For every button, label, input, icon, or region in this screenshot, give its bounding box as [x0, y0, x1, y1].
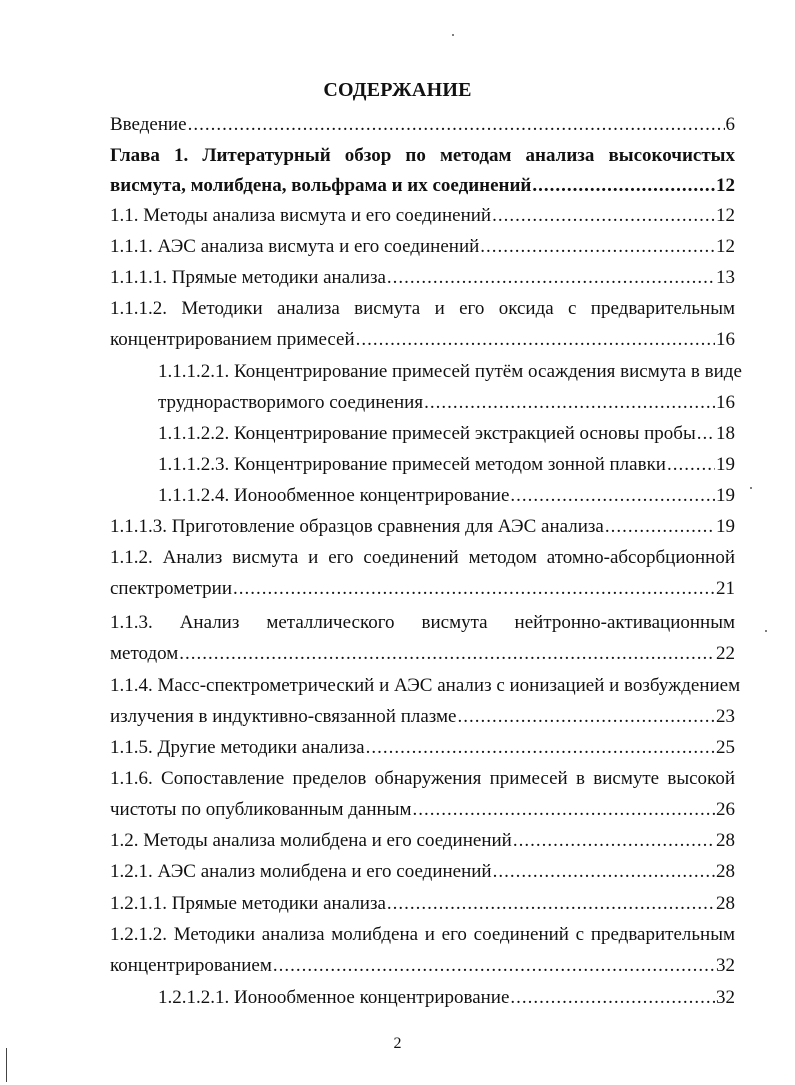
page-title: СОДЕРЖАНИЕ — [323, 79, 472, 101]
leader-dots — [493, 861, 715, 883]
toc-entry-page: 13 — [716, 267, 735, 288]
leader-dots — [510, 987, 715, 1009]
toc-entry-page: 25 — [716, 737, 735, 758]
leader-dots — [387, 893, 715, 915]
toc-entry-label: излучения в индуктивно-связанной плазме — [110, 706, 457, 727]
toc-entry-1-2-1-1[interactable] — [110, 893, 735, 915]
toc-entry-page: 28 — [716, 893, 735, 914]
toc-entry-label: чистоты по опубликованным данным — [110, 799, 412, 820]
toc-entry-page: 26 — [716, 799, 735, 820]
toc-entry-page: 22 — [716, 643, 735, 664]
toc-entry-label: 1.2.1.1. Прямые методики анализа — [110, 893, 386, 914]
leader-dots — [492, 205, 715, 227]
scan-speck — [452, 34, 454, 36]
scan-margin-mark — [6, 1048, 7, 1082]
toc-entry-introduction[interactable] — [110, 114, 735, 136]
toc-entry-page: 18 — [716, 423, 735, 444]
leader-dots — [366, 737, 715, 759]
toc-entry-page: 32 — [716, 955, 735, 976]
toc-entry-1-1-1-3[interactable] — [110, 516, 735, 538]
leader-dots — [179, 643, 715, 665]
toc-entry-label: 1.2.1. АЭС анализ молибдена и его соединений — [110, 861, 492, 882]
toc-entry-1-1-1[interactable] — [110, 236, 735, 258]
toc-entry-label: 1.2.1.2.1. Ионообменное концентрирование — [158, 987, 510, 1008]
toc-entry-1-1-4-line1[interactable]: 1.1.4. Масс-спектрометрический и АЭС анализ с ионизацией и возбуждением — [110, 675, 741, 696]
toc-entry-1-2-1[interactable] — [110, 861, 735, 883]
toc-entry-1-1-1-2-line1[interactable]: 1.1.1.2. Методики анализа висмута и его оксида с предварительным — [110, 298, 735, 319]
toc-entry-page: 6 — [725, 114, 735, 135]
leader-dots — [387, 267, 715, 289]
toc-entry-1-1-1-2-4[interactable] — [158, 485, 735, 507]
leader-dots — [233, 578, 715, 600]
toc-entry-label: 1.1. Методы анализа висмута и его соединений — [110, 205, 492, 226]
leader-dots — [188, 114, 725, 136]
leader-dots — [480, 236, 715, 258]
toc-entry-page: 12 — [716, 236, 735, 257]
toc-entry-1-1-4[interactable] — [110, 706, 735, 728]
leader-dots — [356, 329, 715, 351]
toc-entry-label: 1.2. Методы анализа молибдена и его соединений — [110, 830, 512, 851]
leader-dots — [605, 516, 715, 538]
toc-entry-page: 12 — [716, 175, 735, 196]
scan-speck — [750, 487, 752, 489]
toc-entry-1-1-1-1[interactable] — [110, 267, 735, 289]
toc-entry-1-1-1-2-1-line1[interactable]: 1.1.1.2.1. Концентрирование примесей путём осаждения висмута в виде — [158, 361, 742, 382]
toc-entry-page: 32 — [716, 987, 735, 1008]
toc-entry-1-2-1-2-1[interactable] — [158, 987, 735, 1009]
toc-entry-page: 19 — [716, 454, 735, 475]
leader-dots — [513, 830, 715, 852]
toc-entry-page: 16 — [716, 392, 735, 413]
toc-entry-label: 1.1.1. АЭС анализа висмута и его соединений — [110, 236, 480, 257]
toc-entry-chapter1[interactable] — [110, 175, 735, 197]
toc-entry-page: 21 — [716, 578, 735, 599]
toc-entry-label: 1.1.5. Другие методики анализа — [110, 737, 365, 758]
leader-dots — [667, 454, 715, 476]
toc-entry-1-2-1-2[interactable] — [110, 955, 735, 977]
toc-entry-label: Введение — [110, 114, 187, 135]
toc-entry-label: спектрометрии — [110, 578, 233, 599]
toc-entry-1-1-1-2-2[interactable] — [158, 423, 735, 445]
toc-entry-1-1-6[interactable] — [110, 799, 735, 821]
toc-entry-page: 23 — [716, 706, 735, 727]
toc-entry-1-1-1-2[interactable] — [110, 329, 735, 351]
toc-entry-label: 1.1.1.2.2. Концентрирование примесей экстракцией основы пробы — [158, 423, 696, 444]
toc-entry-page: 19 — [716, 516, 735, 537]
toc-entry-1-2-1-2-line1[interactable]: 1.2.1.2. Методики анализа молибдена и его соединений с предварительным — [110, 924, 735, 945]
page-number: 2 — [393, 1035, 402, 1052]
toc-entry-1-1-5[interactable] — [110, 737, 735, 759]
toc-entry-page: 28 — [716, 861, 735, 882]
toc-entry-page: 16 — [716, 329, 735, 350]
leader-dots — [412, 799, 715, 821]
leader-dots — [697, 423, 715, 445]
toc-entry-page: 28 — [716, 830, 735, 851]
toc-entry-1-1[interactable] — [110, 205, 735, 227]
toc-entry-label: методом — [110, 643, 179, 664]
scan-speck — [765, 630, 767, 632]
leader-dots — [424, 392, 715, 414]
toc-entry-1-1-3-line1[interactable]: 1.1.3. Анализ металлического висмута нейтронно-активационным — [110, 612, 735, 633]
leader-dots — [532, 175, 715, 197]
toc-entry-page: 12 — [716, 205, 735, 226]
toc-entry-label: 1.1.1.2.3. Концентрирование примесей методом зонной плавки — [158, 454, 666, 475]
toc-entry-label: 1.1.1.2.4. Ионообменное концентрирование — [158, 485, 510, 506]
toc-entry-label: висмута, молибдена, вольфрама и их соединений — [110, 175, 532, 196]
toc-entry-chapter1-line1[interactable]: Глава 1. Литературный обзор по методам анализа высокочистых — [110, 145, 735, 166]
leader-dots — [273, 955, 715, 977]
toc-entry-label: 1.1.1.1. Прямые методики анализа — [110, 267, 386, 288]
toc-entry-1-1-1-2-1[interactable] — [158, 392, 735, 414]
toc-entry-page: 19 — [716, 485, 735, 506]
toc-entry-1-1-1-2-3[interactable] — [158, 454, 735, 476]
toc-entry-label: концентрированием примесей — [110, 329, 355, 350]
leader-dots — [510, 485, 715, 507]
leader-dots — [457, 706, 715, 728]
toc-entry-1-1-2-line1[interactable]: 1.1.2. Анализ висмута и его соединений методом атомно-абсорбционной — [110, 547, 735, 568]
toc-entry-label: труднорастворимого соединения — [158, 392, 424, 413]
toc-entry-1-1-3[interactable] — [110, 643, 735, 665]
toc-entry-1-1-2[interactable] — [110, 578, 735, 600]
toc-entry-label: 1.1.1.3. Приготовление образцов сравнения для АЭС анализа — [110, 516, 604, 537]
toc-entry-label: концентрированием — [110, 955, 272, 976]
toc-entry-1-1-6-line1[interactable]: 1.1.6. Сопоставление пределов обнаружения примесей в висмуте высокой — [110, 768, 735, 789]
toc-entry-1-2[interactable] — [110, 830, 735, 852]
